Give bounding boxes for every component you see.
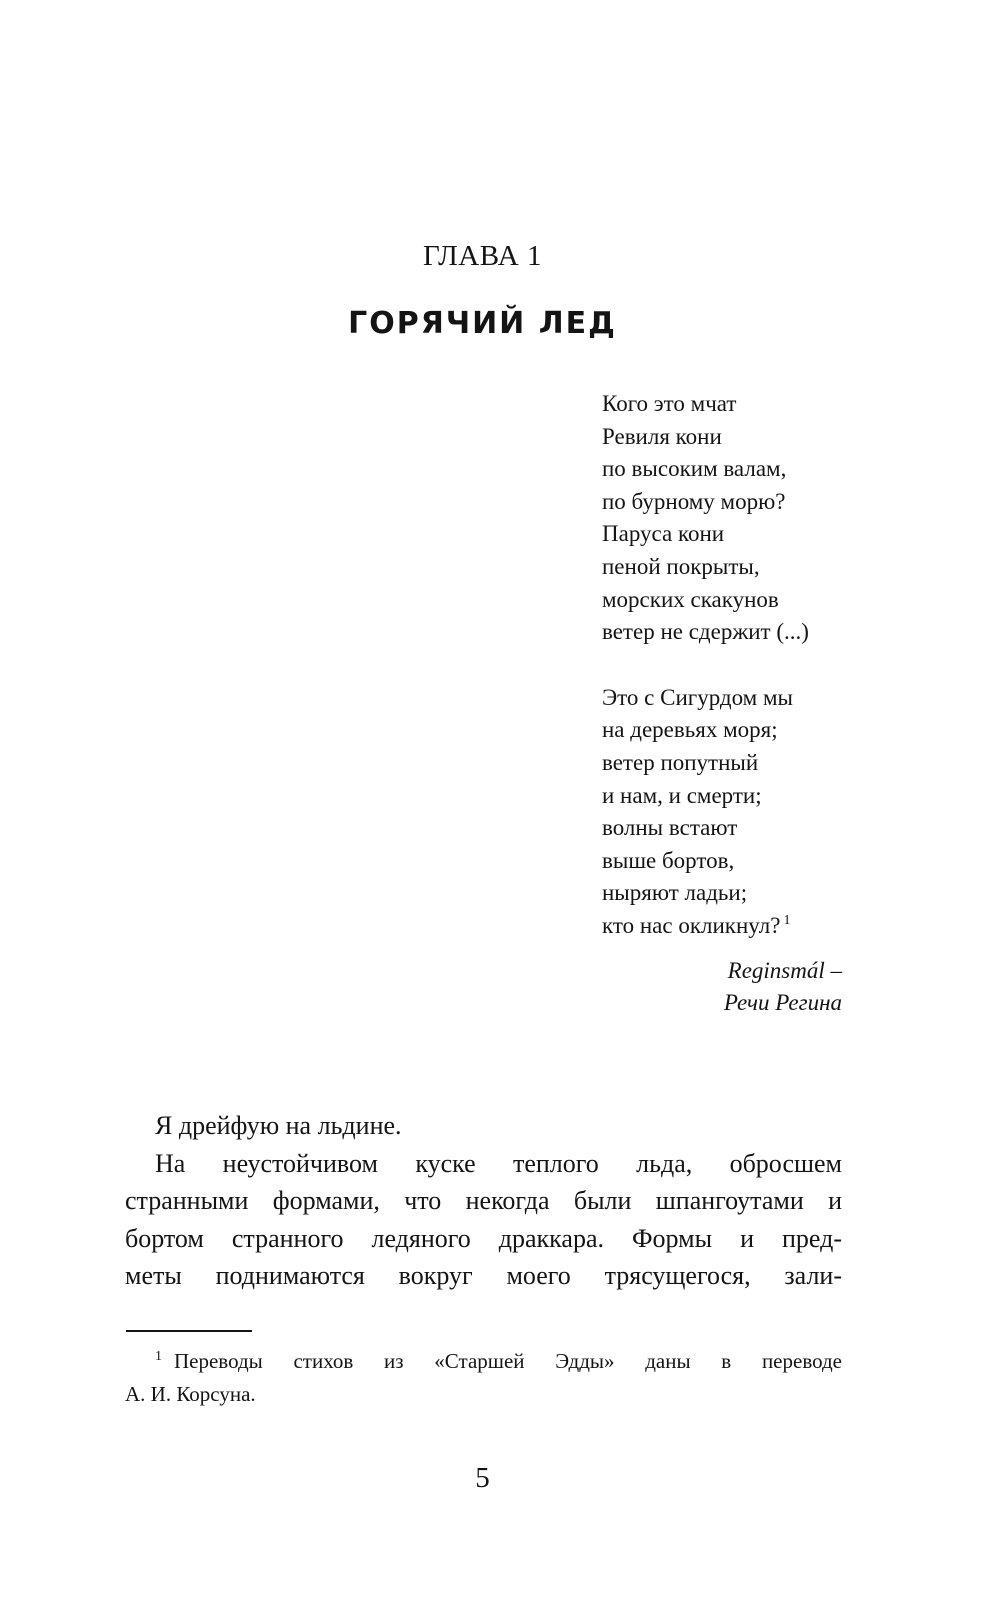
chapter-label: ГЛАВА 1 bbox=[423, 240, 542, 272]
stanza-line: пеной покрыты, bbox=[602, 553, 760, 579]
stanza-line: ныряют ладьи; bbox=[602, 880, 748, 906]
stanza-line: выше бортов, bbox=[602, 847, 735, 873]
stanza-line: по бурному морю? bbox=[602, 488, 786, 514]
stanza-line: и нам, и смерти; bbox=[602, 782, 762, 808]
paragraph-line: Я дрейфую на льдине. bbox=[155, 1111, 402, 1140]
attribution-translation: Речи Регина bbox=[723, 990, 842, 1015]
stanza-line: по высоким валам, bbox=[602, 456, 787, 482]
stanza-line: Это с Сигурдом мы bbox=[602, 684, 793, 710]
stanza-line: ветер не сдержит (...) bbox=[602, 619, 809, 645]
footnote-number: 1 bbox=[155, 1349, 162, 1364]
attribution-source: Reginsmál – bbox=[727, 958, 842, 983]
page-number: 5 bbox=[475, 1462, 490, 1494]
paragraph-line: На неустойчивом куске теплого льда, обросшем bbox=[155, 1148, 842, 1178]
stanza-line-text: кто нас окликнул? bbox=[602, 912, 781, 938]
paragraph-line: бортом странного ледяного драккара. Формы и пред- bbox=[125, 1223, 842, 1253]
epigraph bbox=[602, 388, 809, 943]
epigraph-stanza-1 bbox=[602, 388, 809, 649]
footnote bbox=[125, 1345, 842, 1411]
epigraph-attribution bbox=[600, 955, 842, 1019]
stanza-line: морских скакунов bbox=[602, 586, 779, 612]
stanza-line: Паруса кони bbox=[602, 521, 725, 547]
chapter-title: ГОРЯЧИЙ ЛЕД bbox=[348, 306, 617, 341]
stanza-line: на деревьях моря; bbox=[602, 717, 778, 743]
stanza-line-last bbox=[602, 910, 809, 943]
paragraph-line: странными формами, что некогда были шпангоутами и bbox=[125, 1186, 842, 1215]
paragraph-line: меты поднимаются вокруг моего трясущегося, зали- bbox=[125, 1261, 842, 1290]
stanza-line: волны встают bbox=[602, 815, 738, 841]
stanza-line: Кого это мчат bbox=[602, 391, 737, 416]
footnote-line: А. И. Корсуна. bbox=[125, 1382, 256, 1406]
footnote-line bbox=[125, 1345, 842, 1378]
stanza-line: ветер попутный bbox=[602, 749, 759, 775]
body-text bbox=[125, 1107, 842, 1295]
epigraph-stanza-2 bbox=[602, 682, 809, 943]
footnote-text: Переводы стихов из «Старшей Эдды» даны в переводе bbox=[174, 1349, 842, 1373]
stanza-line: Ревиля кони bbox=[602, 423, 722, 449]
footnote-reference[interactable]: 1 bbox=[783, 913, 791, 929]
footnote-divider bbox=[126, 1330, 252, 1332]
